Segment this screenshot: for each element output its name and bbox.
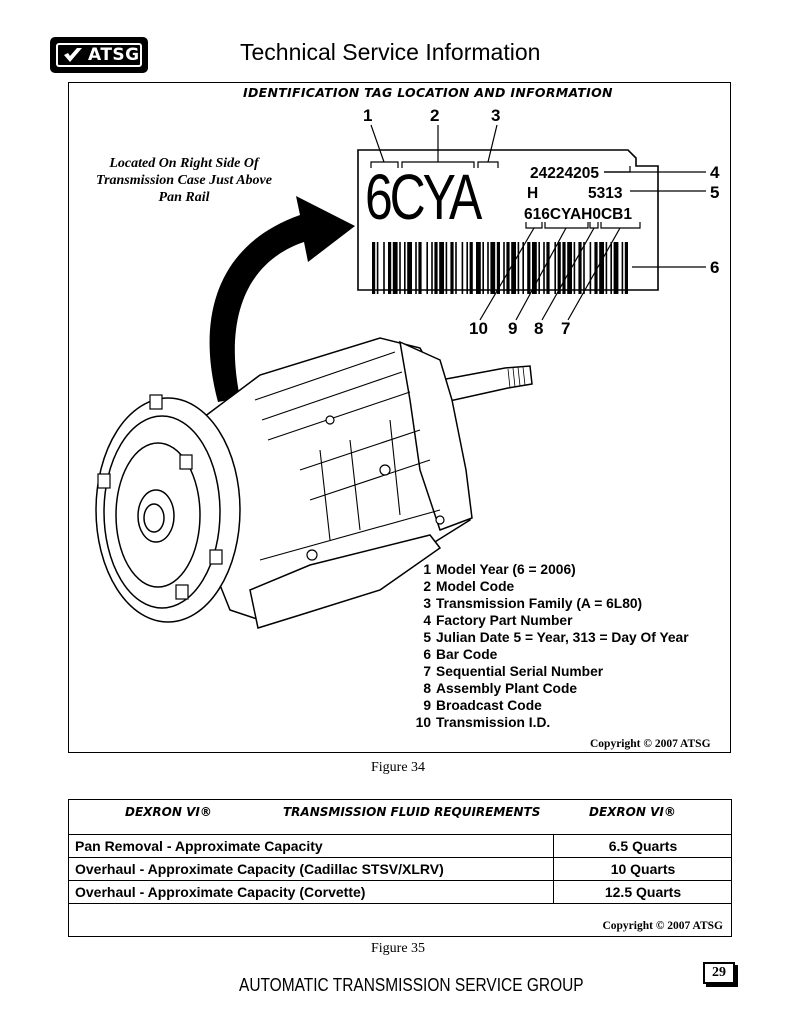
- row-label: Overhaul - Approximate Capacity (Cadillac STSV/XLRV): [75, 861, 444, 877]
- row-value: 12.5 Quarts: [604, 884, 682, 900]
- legend-text: Sequential Serial Number: [436, 664, 604, 679]
- footer-org: AUTOMATIC TRANSMISSION SERVICE GROUP: [239, 975, 584, 995]
- fluid-requirements-table: [68, 799, 732, 937]
- table-row: [69, 880, 731, 903]
- callout-7: 7: [561, 319, 571, 338]
- legend-text: Bar Code: [436, 647, 498, 662]
- table-row: [69, 834, 731, 857]
- barcode-bar: [538, 242, 540, 294]
- page-title: Technical Service Information: [240, 39, 541, 65]
- legend-item: [410, 680, 720, 697]
- tag-part-number: 24224205: [530, 165, 599, 182]
- barcode-bar: [431, 242, 433, 294]
- table-row: [69, 857, 731, 880]
- barcode-bar: [393, 242, 398, 294]
- id-legend: [410, 561, 720, 731]
- barcode-bar: [622, 242, 624, 294]
- row-value: 6.5 Quarts: [608, 838, 678, 854]
- table-head-center: TRANSMISSION FLUID REQUIREMENTS: [283, 805, 541, 819]
- barcode-bar: [574, 242, 576, 294]
- callout-4: 4: [710, 163, 720, 182]
- row-label: Pan Removal - Approximate Capacity: [75, 838, 323, 854]
- legend-number: 1: [423, 562, 431, 577]
- callout-1: 1: [363, 106, 373, 125]
- legend-item: [410, 561, 720, 578]
- barcode-bar: [487, 242, 489, 294]
- table-head-left: DEXRON VI®: [125, 805, 212, 819]
- tag-serial: 616CYAH0CB1: [524, 206, 632, 223]
- tag-julian-letter: H: [527, 185, 539, 202]
- barcode-bar: [383, 242, 385, 294]
- callout-2: 2: [430, 106, 440, 125]
- barcode-bar: [399, 242, 401, 294]
- figure-35-copyright: Copyright © 2007 ATSG: [602, 920, 723, 932]
- barcode-bar: [372, 242, 375, 294]
- barcode-bar: [506, 242, 509, 294]
- page-number: 29: [703, 962, 735, 984]
- legend-number: 7: [423, 664, 431, 679]
- barcode-bar: [522, 242, 524, 294]
- callout-6: 6: [710, 258, 720, 277]
- barcode-bar: [388, 242, 391, 294]
- logo-text: ATSG: [88, 45, 140, 65]
- legend-item: [410, 629, 720, 646]
- barcode-bar: [462, 242, 464, 294]
- legend-number: 6: [423, 647, 431, 662]
- table-head-right: DEXRON VI®: [589, 805, 676, 819]
- barcode-bar: [558, 242, 561, 294]
- barcode-bar: [407, 242, 412, 294]
- barcode-bar: [466, 242, 468, 294]
- legend-text: Factory Part Number: [436, 613, 573, 628]
- legend-text: Assembly Plant Code: [436, 681, 578, 696]
- tag-julian-code: 5313: [588, 185, 623, 202]
- barcode-bar: [482, 242, 484, 294]
- tag-location-note: Located On Right Side Of Transmission Case Just Above Pan Rail: [96, 156, 272, 205]
- legend-item: [410, 663, 720, 680]
- barcode-bar: [434, 242, 437, 294]
- barcode-bar: [377, 242, 379, 294]
- legend-number: 5: [423, 630, 431, 645]
- barcode-bar: [450, 242, 453, 294]
- callout-8: 8: [534, 319, 544, 338]
- barcode-bar: [426, 242, 428, 294]
- barcode-bar: [415, 242, 417, 294]
- barcode-bar: [439, 242, 444, 294]
- row-value: 10 Quarts: [610, 861, 676, 877]
- barcode-bar: [470, 242, 473, 294]
- legend-text: Transmission Family (A = 6L80): [436, 596, 643, 611]
- barcode-bar: [590, 242, 592, 294]
- figure-34-caption: Figure 34: [371, 760, 426, 775]
- legend-number: 8: [423, 681, 431, 696]
- barcode-bar: [527, 242, 530, 294]
- figure-34-copyright: Copyright © 2007 ATSG: [590, 738, 711, 750]
- legend-number: 3: [423, 596, 431, 611]
- barcode-bar: [583, 242, 585, 294]
- legend-item: [410, 595, 720, 612]
- barcode-bar: [562, 242, 565, 294]
- barcode-bar: [476, 242, 481, 294]
- legend-number: 4: [423, 613, 431, 628]
- callout-5: 5: [710, 183, 720, 202]
- legend-text: Julian Date 5 = Year, 313 = Day Of Year: [436, 630, 689, 645]
- legend-text: Transmission I.D.: [436, 715, 551, 730]
- legend-text: Broadcast Code: [436, 698, 542, 713]
- barcode-bar: [404, 242, 406, 294]
- barcode-bar: [599, 242, 604, 294]
- legend-item: [410, 612, 720, 629]
- barcode-bar: [614, 242, 619, 294]
- table-footer-row: [69, 903, 731, 936]
- barcode-bar: [625, 242, 628, 294]
- tag-model-code: 6CYA: [365, 161, 480, 233]
- barcode-bar: [446, 242, 448, 294]
- barcode-bar: [455, 242, 457, 294]
- legend-number: 10: [415, 715, 431, 730]
- callout-9: 9: [508, 319, 518, 338]
- legend-item: [410, 714, 720, 731]
- barcode-bar: [610, 242, 612, 294]
- legend-number: 2: [423, 579, 431, 594]
- figure-34-heading: IDENTIFICATION TAG LOCATION AND INFORMATION: [243, 85, 613, 100]
- callout-3: 3: [491, 106, 501, 125]
- barcode-bar: [606, 242, 608, 294]
- legend-item: [410, 646, 720, 663]
- legend-item: [410, 697, 720, 714]
- barcode-bar: [511, 242, 516, 294]
- row-label: Overhaul - Approximate Capacity (Corvette): [75, 884, 366, 900]
- barcode-bar: [490, 242, 495, 294]
- barcode-bar: [418, 242, 421, 294]
- callout-10: 10: [469, 319, 488, 338]
- legend-text: Model Code: [436, 579, 515, 594]
- figure-35-caption: Figure 35: [371, 941, 426, 956]
- legend-text: Model Year (6 = 2006): [436, 562, 576, 577]
- legend-item: [410, 578, 720, 595]
- barcode-bar: [518, 242, 520, 294]
- barcode-bar: [546, 242, 549, 294]
- legend-number: 9: [423, 698, 431, 713]
- barcode-bar: [503, 242, 505, 294]
